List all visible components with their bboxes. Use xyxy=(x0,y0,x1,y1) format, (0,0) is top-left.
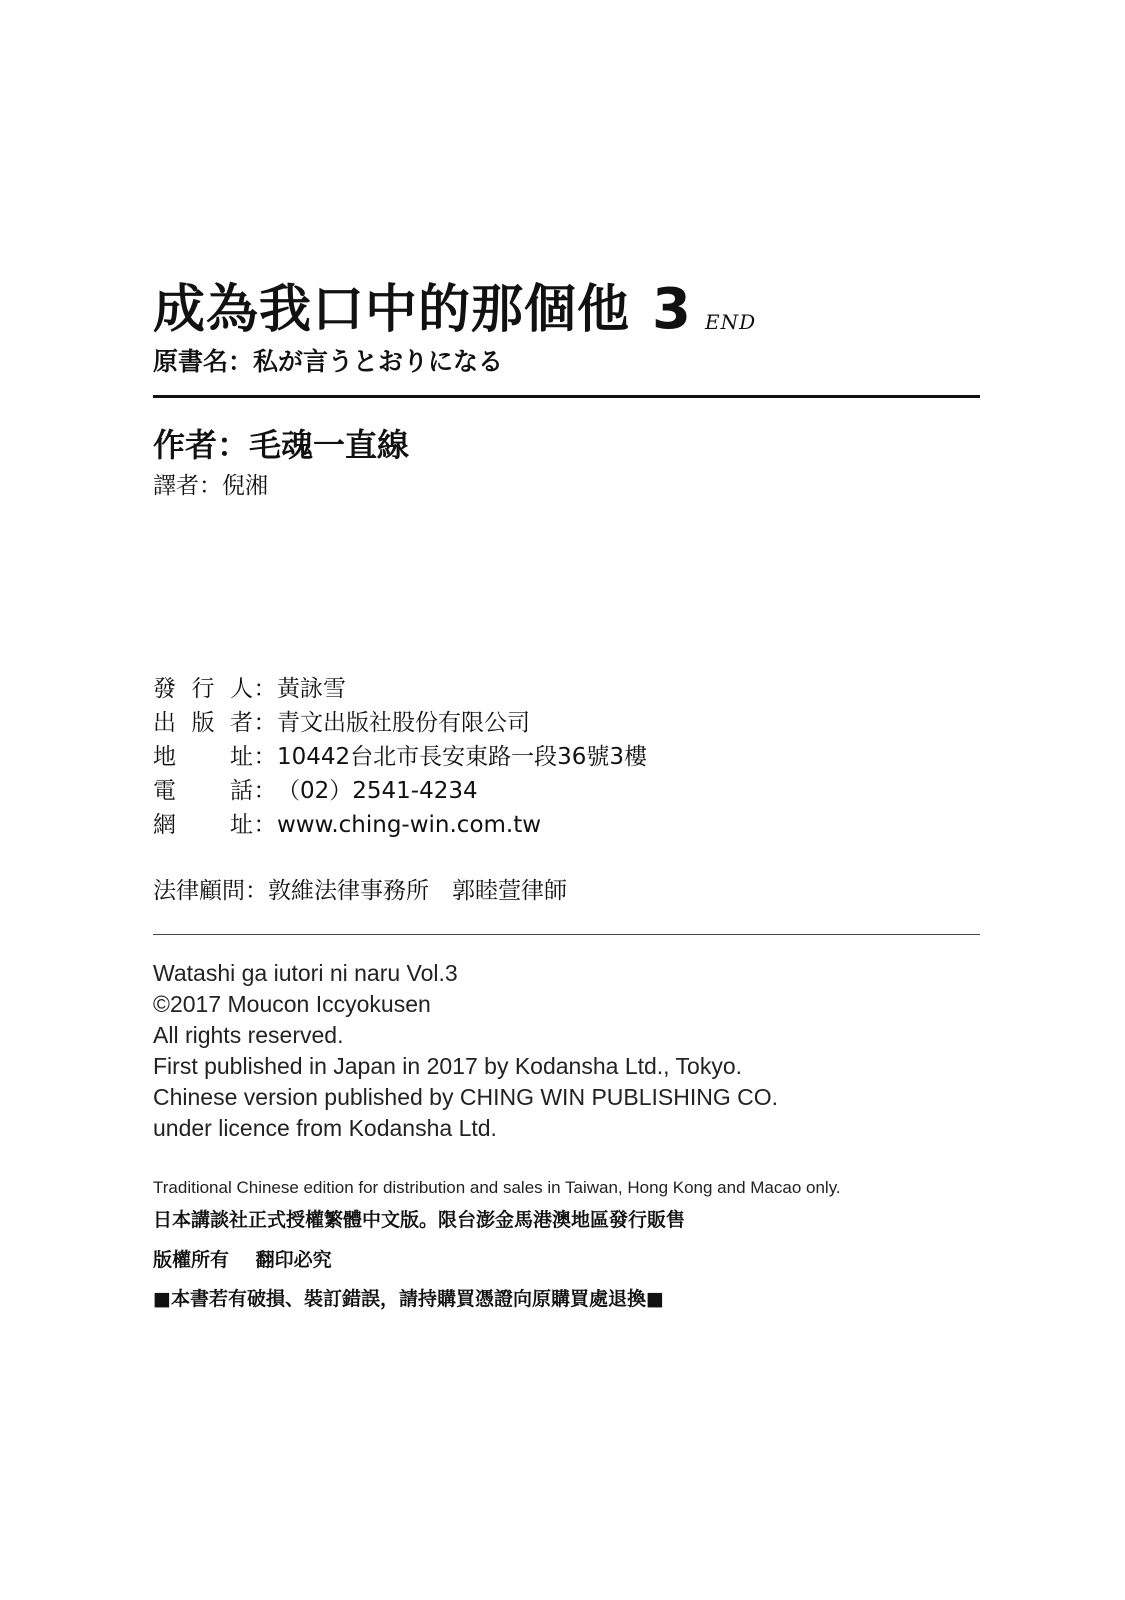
distribution-chinese: 日本講談社正式授權繁體中文版。限台澎金馬港澳地區發行販售 xyxy=(153,1209,686,1231)
credit-line: First published in Japan in 2017 by Kodansha Ltd., Tokyo. xyxy=(153,1053,743,1079)
row-value: 黃詠雪 xyxy=(277,676,346,702)
original-title: 原書名：私が言うとおりになる xyxy=(153,347,504,376)
credit-line: Watashi ga iutori ni naru Vol.3 xyxy=(153,960,458,986)
return-notice: ■本書若有破損、裝訂錯誤，請持購買憑證向原購買處退換■ xyxy=(153,1288,664,1310)
end-mark: END xyxy=(704,310,757,334)
volume-number: 3 xyxy=(652,277,691,342)
row-label: 出版者 xyxy=(153,710,253,736)
website-row xyxy=(153,808,647,842)
row-value: 青文出版社股份有限公司 xyxy=(277,710,530,736)
row-label: 網址 xyxy=(153,812,253,838)
rights-statement: 版權所有 翻印必究 xyxy=(153,1249,332,1271)
row-label: 地址 xyxy=(153,744,253,770)
legal-advisor: 法律顧問：敦維法律事務所 郭睦萱律師 xyxy=(153,878,567,904)
row-colon: ： xyxy=(253,778,277,804)
author-line: 作者：毛魂一直線 xyxy=(153,426,410,464)
row-colon: ： xyxy=(253,710,277,736)
book-title: 成為我口中的那個他 xyxy=(153,280,631,340)
row-value: （02）2541-4234 xyxy=(277,778,478,804)
english-credits xyxy=(153,958,778,1144)
address-row xyxy=(153,740,647,774)
title-divider xyxy=(153,395,980,398)
row-colon: ： xyxy=(253,676,277,702)
credit-line: under licence from Kodansha Ltd. xyxy=(153,1115,497,1141)
row-label: 電話 xyxy=(153,778,253,804)
publisher-company-row xyxy=(153,706,647,740)
row-value: 10442台北市長安東路一段36號3樓 xyxy=(277,744,648,770)
publisher-person-row xyxy=(153,672,647,706)
row-label: 發行人 xyxy=(153,676,253,702)
translator-line: 譯者：倪湘 xyxy=(153,473,268,499)
phone-row xyxy=(153,774,647,808)
publishing-info xyxy=(153,672,647,842)
credit-line: ©2017 Moucon Iccyokusen xyxy=(153,991,431,1017)
distribution-english: Traditional Chinese edition for distribution and sales in Taiwan, Hong Kong and Macao only. xyxy=(153,1178,841,1197)
row-value: www.ching-win.com.tw xyxy=(277,812,542,838)
row-colon: ： xyxy=(253,812,277,838)
legal-divider xyxy=(153,934,980,935)
credit-line: Chinese version published by CHING WIN PUBLISHING CO. xyxy=(153,1084,779,1110)
credit-line: All rights reserved. xyxy=(153,1022,344,1048)
row-colon: ： xyxy=(253,744,277,770)
title-row xyxy=(153,270,756,340)
